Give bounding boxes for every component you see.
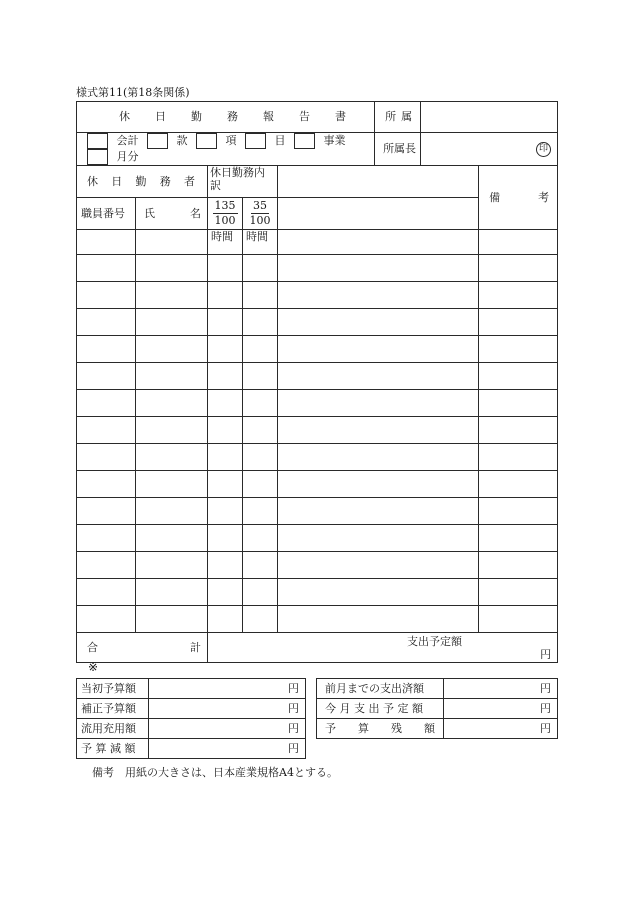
account-label: 会計 — [116, 134, 139, 147]
remarks-cell[interactable] — [479, 579, 558, 606]
project-box[interactable] — [294, 133, 315, 149]
table-row — [77, 363, 558, 390]
budget-label: 予 算 残 額 — [317, 719, 444, 739]
detail-cell[interactable] — [278, 606, 479, 633]
budget-amount-field[interactable]: 円 — [149, 719, 306, 739]
item-box[interactable] — [196, 133, 217, 149]
name-cell[interactable] — [136, 390, 208, 417]
staff-no-header: 職員番号 — [77, 198, 136, 230]
staff-no-cell[interactable] — [77, 417, 136, 444]
hours-35-cell[interactable] — [243, 444, 278, 471]
detail-cell[interactable] — [278, 417, 479, 444]
item-label: 項 — [225, 134, 237, 147]
project-label: 事業 — [323, 134, 346, 147]
hours-135-cell[interactable] — [208, 417, 243, 444]
kome-mark: ※ — [88, 660, 99, 674]
table-row — [77, 444, 558, 471]
hours-135-cell[interactable] — [208, 230, 243, 255]
hours-135-cell[interactable] — [208, 525, 243, 552]
staff-no-cell[interactable] — [77, 282, 136, 309]
staff-no-cell[interactable] — [77, 552, 136, 579]
hours-35-cell[interactable] — [243, 471, 278, 498]
detail-cell[interactable] — [278, 444, 479, 471]
budget-row — [317, 699, 558, 719]
detail-header — [278, 166, 479, 198]
title-cell — [77, 102, 375, 133]
breakdown-header: 休日勤務内訳 — [208, 166, 278, 198]
detail-cell[interactable] — [278, 471, 479, 498]
budget-amount-field[interactable]: 円 — [149, 699, 306, 719]
table-row — [77, 417, 558, 444]
staff-no-cell[interactable] — [77, 363, 136, 390]
budget-amount-field[interactable]: 円 — [149, 679, 306, 699]
staff-no-cell[interactable] — [77, 471, 136, 498]
subitem-label: 目 — [274, 134, 286, 147]
report-title: 休 日 勤 務 報 告 書 — [119, 110, 346, 124]
remarks-cell[interactable] — [479, 282, 558, 309]
hours-35-cell[interactable] — [243, 498, 278, 525]
table-row — [77, 282, 558, 309]
hours-35-cell[interactable] — [243, 390, 278, 417]
detail-cell[interactable] — [278, 363, 479, 390]
budget-right-table — [316, 678, 558, 739]
rate-135-header: 135 100 — [208, 198, 243, 230]
detail-cell[interactable] — [278, 336, 479, 363]
hours-35-cell[interactable] — [243, 230, 278, 255]
hours-135-cell[interactable] — [208, 552, 243, 579]
name-cell[interactable] — [136, 417, 208, 444]
hours-unit: 時間 — [211, 230, 233, 243]
table-row — [77, 606, 558, 633]
staff-no-cell[interactable] — [77, 444, 136, 471]
table-row — [77, 471, 558, 498]
table-row — [77, 255, 558, 282]
remarks-cell[interactable] — [479, 525, 558, 552]
detail-cell[interactable] — [278, 498, 479, 525]
budget-label: 流用充用額 — [77, 719, 149, 739]
hours-135-cell[interactable] — [208, 390, 243, 417]
table-row — [77, 230, 558, 255]
budget-label: 前月までの支出済額 — [317, 679, 444, 699]
footnote: 備考 用紙の大きさは、日本産業規格A4とする。 — [92, 766, 338, 779]
yen-unit: 円 — [540, 647, 552, 661]
subitem-box[interactable] — [245, 133, 266, 149]
hours-135-cell[interactable] — [208, 363, 243, 390]
name-cell[interactable] — [136, 552, 208, 579]
month-box[interactable] — [87, 149, 108, 165]
hours-35-cell[interactable] — [243, 309, 278, 336]
remarks-cell[interactable] — [479, 309, 558, 336]
budget-row — [77, 719, 306, 739]
table-row — [77, 309, 558, 336]
staff-no-cell[interactable] — [77, 309, 136, 336]
staff-no-cell[interactable] — [77, 336, 136, 363]
hours-35-cell[interactable] — [243, 606, 278, 633]
remarks-cell[interactable] — [479, 390, 558, 417]
rate-35-header: 35 100 — [243, 198, 278, 230]
holiday-work-report-table — [76, 101, 558, 663]
hours-35-cell[interactable] — [243, 552, 278, 579]
name-cell[interactable] — [136, 579, 208, 606]
remarks-cell[interactable] — [479, 471, 558, 498]
name-cell[interactable] — [136, 525, 208, 552]
affiliation-field[interactable] — [421, 102, 558, 133]
name-cell[interactable] — [136, 282, 208, 309]
name-cell[interactable] — [136, 309, 208, 336]
hours-135-cell[interactable] — [208, 282, 243, 309]
name-cell[interactable] — [136, 363, 208, 390]
hours-35-cell[interactable] — [243, 282, 278, 309]
expense-amount-field[interactable] — [208, 633, 558, 663]
budget-amount-field[interactable]: 円 — [444, 719, 558, 739]
remarks-cell[interactable] — [479, 255, 558, 282]
affiliation-label: 所 属 — [375, 102, 421, 133]
remarks-cell[interactable] — [479, 498, 558, 525]
remarks-cell[interactable] — [479, 230, 558, 255]
detail-cell[interactable] — [278, 552, 479, 579]
hours-135-cell[interactable] — [208, 336, 243, 363]
budget-label: 今 月 支 出 予 定 額 — [317, 699, 444, 719]
remarks-cell[interactable] — [479, 363, 558, 390]
hours-35-cell[interactable] — [243, 336, 278, 363]
hours-135-cell[interactable] — [208, 579, 243, 606]
staff-no-cell[interactable] — [77, 255, 136, 282]
name-cell[interactable] — [136, 255, 208, 282]
hours-135-cell[interactable] — [208, 606, 243, 633]
expense-label: 支出予定額 — [407, 635, 462, 648]
remarks-cell[interactable] — [479, 336, 558, 363]
remarks-cell[interactable] — [479, 552, 558, 579]
name-header: 氏 名 — [136, 198, 208, 230]
table-row — [77, 390, 558, 417]
form-label: 様式第11(第18条関係) — [76, 86, 190, 99]
name-cell[interactable] — [136, 606, 208, 633]
staff-no-cell[interactable] — [77, 230, 136, 255]
table-row — [77, 498, 558, 525]
detail-cell[interactable] — [278, 282, 479, 309]
staff-no-cell[interactable] — [77, 579, 136, 606]
detail-cell[interactable] — [278, 579, 479, 606]
budget-row — [317, 679, 558, 699]
budget-amount-field[interactable]: 円 — [444, 679, 558, 699]
total-label: 合 計 — [77, 633, 208, 663]
table-row — [77, 525, 558, 552]
staff-no-cell[interactable] — [77, 498, 136, 525]
detail-cell[interactable] — [278, 390, 479, 417]
budget-row — [77, 679, 306, 699]
budget-left-table — [76, 678, 306, 759]
hours-135-cell[interactable] — [208, 309, 243, 336]
table-row — [77, 552, 558, 579]
budget-label: 補正予算額 — [77, 699, 149, 719]
detail-cell[interactable] — [278, 255, 479, 282]
hours-35-cell[interactable] — [243, 255, 278, 282]
budget-code-cell — [77, 133, 375, 166]
detail-subheader — [278, 198, 479, 230]
hours-135-cell[interactable] — [208, 471, 243, 498]
name-cell[interactable] — [136, 471, 208, 498]
hours-35-cell[interactable] — [243, 579, 278, 606]
staff-no-cell[interactable] — [77, 606, 136, 633]
staff-no-cell[interactable] — [77, 390, 136, 417]
budget-amount-field[interactable]: 円 — [149, 739, 306, 759]
remarks-cell[interactable] — [479, 606, 558, 633]
remarks-cell[interactable] — [479, 444, 558, 471]
budget-row — [317, 719, 558, 739]
detail-cell[interactable] — [278, 309, 479, 336]
section-label: 款 — [176, 134, 188, 147]
worker-header: 休 日 勤 務 者 — [77, 166, 208, 198]
hours-35-cell[interactable] — [243, 363, 278, 390]
name-cell[interactable] — [136, 230, 208, 255]
seal-mark-icon: 印 — [536, 142, 551, 157]
hours-unit: 時間 — [246, 230, 268, 243]
name-cell[interactable] — [136, 336, 208, 363]
hours-135-cell[interactable] — [208, 255, 243, 282]
staff-no-cell[interactable] — [77, 525, 136, 552]
hours-135-cell[interactable] — [208, 444, 243, 471]
director-label: 所属長 — [375, 133, 421, 166]
budget-label: 当初予算額 — [77, 679, 149, 699]
director-seal-field[interactable] — [421, 133, 558, 166]
budget-row — [77, 739, 306, 759]
hours-135-cell[interactable] — [208, 498, 243, 525]
month-label: 月分 — [116, 150, 139, 163]
total-row — [77, 633, 558, 663]
detail-cell[interactable] — [278, 525, 479, 552]
detail-cell[interactable] — [278, 230, 479, 255]
budget-amount-field[interactable]: 円 — [444, 699, 558, 719]
budget-row — [77, 699, 306, 719]
budget-label: 予 算 減 額 — [77, 739, 149, 759]
name-cell[interactable] — [136, 444, 208, 471]
remarks-cell[interactable] — [479, 417, 558, 444]
table-row — [77, 336, 558, 363]
hours-35-cell[interactable] — [243, 417, 278, 444]
remarks-header: 備 考 — [479, 166, 558, 230]
table-row — [77, 579, 558, 606]
name-cell[interactable] — [136, 498, 208, 525]
hours-35-cell[interactable] — [243, 525, 278, 552]
account-box[interactable] — [87, 133, 108, 149]
section-box[interactable] — [147, 133, 168, 149]
